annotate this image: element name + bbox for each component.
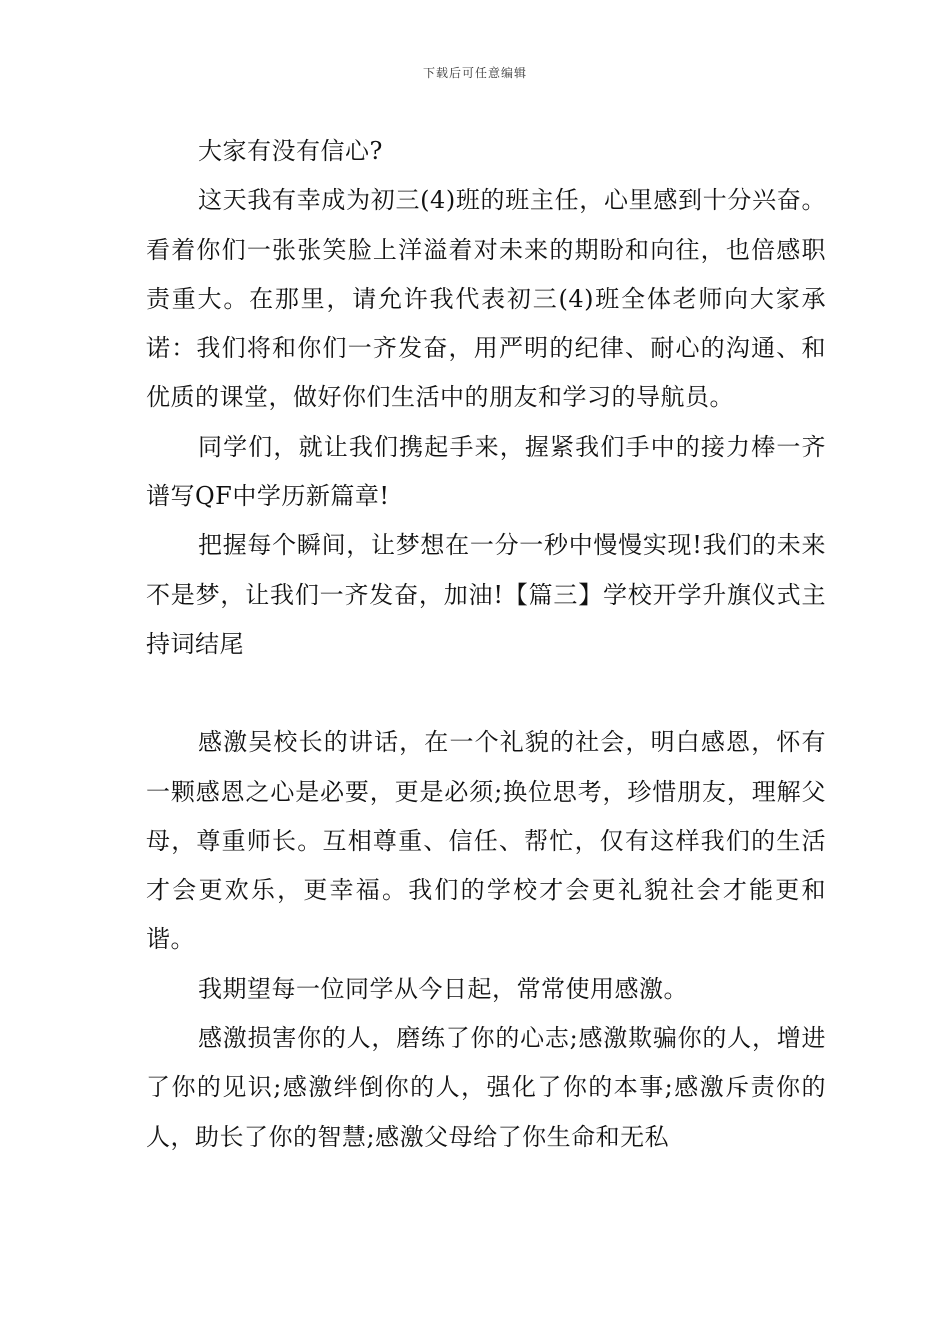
paragraph-class-teacher: 这天我有幸成为初三(4)班的班主任，心里感到十分兴奋。看着你们一张张笑脸上洋溢着对未来的期盼和向往，也倍感职责重大。在那里，请允许我代表初三(4)班全体老师向大家承诺：我们将和你们一齐发奋，用严明的纪律、耐心的沟通、和优质的课堂，做好你们生活中的朋友和学习的导航员。 (146, 186, 826, 412)
paragraph-hope: 我期望每一位同学从今日起，常常使用感激。 (198, 974, 688, 1003)
paragraph-thanks-principal: 感激吴校长的讲话，在一个礼貌的社会，明白感恩，怀有一颗感恩之心是必要，更是必须;换位思考，珍惜朋友，理解父母，尊重师长。互相尊重、信任、帮忙，仅有这样我们的生活才会更欢乐，更幸福。我们的学校才会更礼貌社会才能更和谐。 (146, 728, 826, 954)
paragraph-seize-moment: 把握每个瞬间，让梦想在一分一秒中慢慢实现!我们的未来不是梦，让我们一齐发奋，加油!【篇三】学校开学升旗仪式主持词结尾 (146, 531, 826, 658)
paragraph-gratitude-list: 感激损害你的人，磨练了你的心志;感激欺骗你的人，增进了你的见识;感激绊倒你的人，强化了你的本事;感激斥责你的人，助长了你的智慧;感激父母给了你生命和无私 (146, 1024, 826, 1151)
paragraph-join-hands: 同学们，就让我们携起手来，握紧我们手中的接力棒一齐谱写QF中学历新篇章! (146, 432, 826, 511)
paragraph-spacer (146, 669, 826, 718)
page-header: 下载后可任意编辑 (422, 66, 527, 80)
document-body (146, 127, 826, 1162)
paragraph-confidence-question: 大家有没有信心? (198, 137, 383, 165)
